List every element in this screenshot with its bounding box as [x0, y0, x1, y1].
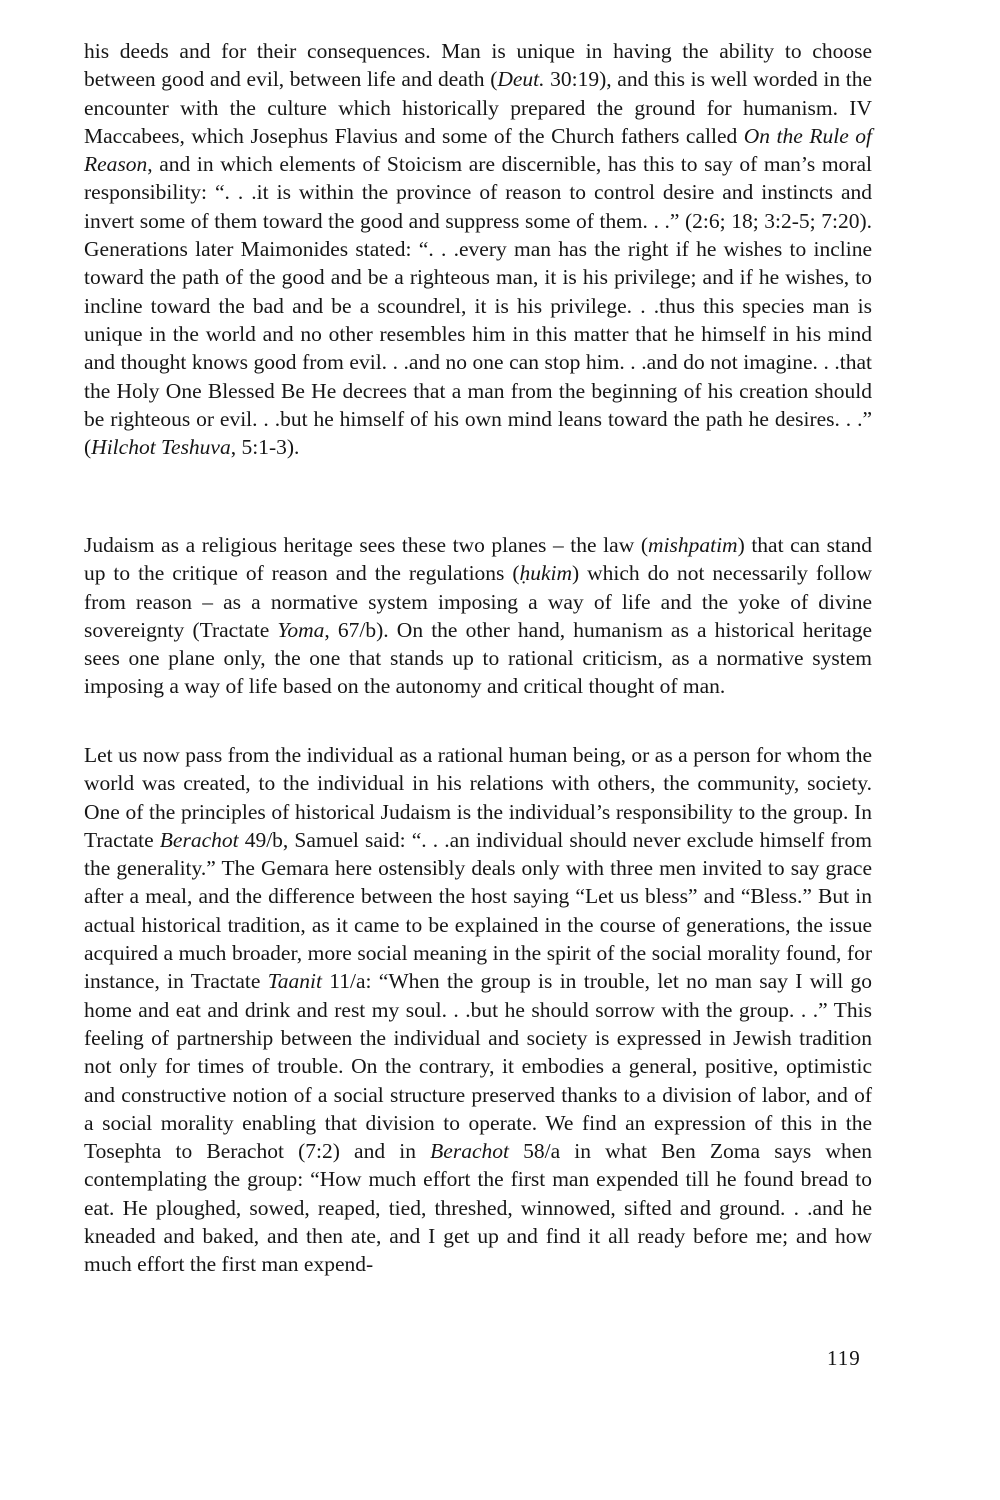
italic-citation: Deut. — [497, 67, 545, 92]
text-segment: 30:19), and this is well worded in the encounter with the culture which historically prepared the ground for humanism. IV Maccabees, which Josephus Flavius and some of the Church fathers called — [84, 67, 872, 148]
italic-citation: Berachot — [430, 1139, 509, 1164]
paragraph-3-text — [84, 741, 872, 1279]
italic-citation: Hilchot Teshuva — [91, 435, 231, 460]
text-segment: Judaism as a religious heritage sees these two planes – the law ( — [84, 533, 648, 557]
paragraph-3 — [84, 741, 872, 1279]
text-segment: , and in which elements of Stoicism are discernible, has this to say of man’s moral responsibility: “. . .it is within the province of reason to control desire and instincts and invert some of them toward the good and suppress some of them. . .” (2:6; 18; 3:2-5; 7:20). Generations later Maimonides stated: “. . .every man has the right if he wishes to incline toward the path of the good and be a righteous man, it is his privilege; and if he wishes, to incline toward the bad and be a scoundrel, it is his privilege. . .thus this species man is unique in the world and no other resembles him in this matter that he himself in his mind and thought knows good from evil. . .and no one can stop him. . .and do not imagine. . .that the Holy One Blessed Be He decrees that a man from the beginning of his creation should be righteous or evil. . .but he himself of his own mind leans toward the path he desires. . .” ( — [84, 152, 872, 460]
text-segment: , 5:1-3). — [230, 435, 300, 460]
text-segment: 49/b, Samuel said: “. . .an individual should never exclude himself from the generality.” The Gemara here ostensibly deals only with three men invited to say grace after a meal, and the difference between the host saying “Let us bless” and “Bless.” But in actual historical tradition, as it came to be explained in the course of generations, the issue acquired a much broader, more social meaning in the spirit of the social morality found, for instance, in Tractate — [84, 827, 873, 994]
text-segment: 58/a in what Ben Zoma says when contemplating the group: “How much effort the first man expended till he found bread to eat. He ploughed, sowed, reaped, tied, threshed, winnowed, sifted and ground. . .and he kneaded and baked, and then ate, and I get up and find it all ready before me; and how much effort the first man expend- — [84, 1139, 872, 1277]
text-segment: Let us now pass from the individual as a rational human being, or as a person for whom the world was created, to the individual in his relations with others, the community, society. One of the principles of historical Judaism is the individual’s responsibility to the group. In Tractate — [84, 743, 872, 852]
page-number: 119 — [827, 1346, 861, 1370]
italic-citation: Yoma — [277, 617, 325, 642]
text-segment: 11/a: “When the group is in trouble, let no man say I will go home and eat and drink and rest my soul. . .but he should sorrow with the group. . .” This feeling of partnership between the individual and society is expressed in Jewish tradition not only for times of trouble. On the contrary, it embodies a general, positive, optimistic and constructive notion of a social structure preserved thanks to a division of labor, and of a social morality enabling that division to operate. We find an expression of this in the Tosephta to Berachot (7:2) and in — [84, 969, 872, 1164]
text-segment: ) which do not necessarily follow from reason – as a normative system imposing a way of life and the yoke of divine sovereignty (Tractate — [84, 561, 872, 642]
paragraph-2 — [84, 531, 872, 701]
paragraph-1-text — [84, 37, 872, 461]
text-segment: ) that can stand up to the critique of reason and the regulations ( — [84, 533, 872, 586]
text-segment: his deeds and for their consequences. Man is unique in having the ability to choose between good and evil, between life and death ( — [84, 39, 872, 92]
italic-citation: Berachot — [159, 827, 239, 852]
italic-title: On the Rule of Reason — [84, 123, 872, 177]
paragraph-2-text — [84, 531, 872, 701]
italic-citation: Taanit — [267, 969, 322, 994]
text-segment: , 67/b). On the other hand, humanism as a historical heritage sees one plane only, the one that stands up to rational criticism, as a normative system imposing a way of life based on the autonomy and critical thought of man. — [84, 617, 873, 699]
italic-term: mishpatim — [647, 533, 738, 557]
paragraph-1 — [84, 37, 872, 461]
italic-term: ḥukim — [519, 561, 573, 586]
